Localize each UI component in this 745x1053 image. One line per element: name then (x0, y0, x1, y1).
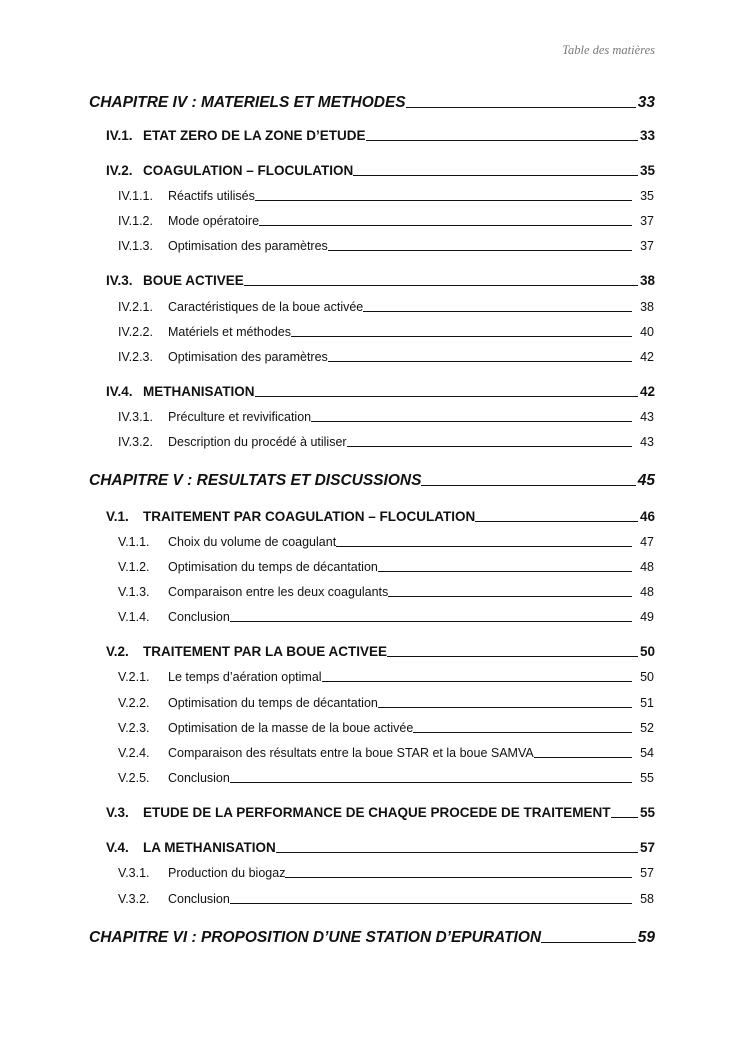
toc-entry-sub[interactable] (118, 410, 654, 424)
entry-title: Mode opératoire (168, 214, 260, 228)
leader-line (387, 656, 638, 657)
page-number: 59 (637, 929, 655, 946)
page-number: 37 (640, 239, 654, 253)
running-header: Table des matières (562, 43, 655, 57)
entry-title: TRAITEMENT PAR COAGULATION – FLOCULATION (143, 509, 476, 524)
leader-line (328, 250, 632, 251)
entry-title: ETUDE DE LA PERFORMANCE DE CHAQUE PROCEDE DE TRAITEMENT (143, 805, 611, 820)
page-number: 40 (640, 325, 654, 339)
entry-title: Comparaison entre les deux coagulants (168, 585, 389, 599)
page-number: 50 (640, 670, 654, 684)
entry-number: IV.2.1. (118, 300, 153, 314)
leader-line (421, 485, 635, 486)
entry-title: Préculture et revivification (168, 410, 312, 424)
entry-number: V.2.2. (118, 696, 150, 710)
page-number: 49 (640, 610, 654, 624)
toc-entry-sub[interactable] (118, 696, 654, 710)
entry-number: IV.4. (106, 384, 133, 399)
entry-number: IV.2.3. (118, 350, 153, 364)
entry-title: METHANISATION (143, 384, 255, 399)
leader-line (255, 200, 632, 201)
toc-entry-section[interactable] (106, 644, 655, 659)
entry-title: Description du procédé à utiliser (168, 435, 347, 449)
entry-number: IV.2.2. (118, 325, 153, 339)
entry-title: COAGULATION – FLOCULATION (143, 163, 354, 178)
entry-title: Le temps d’aération optimal (168, 670, 322, 684)
toc-entry-sub[interactable] (118, 350, 654, 364)
toc-entry-sub[interactable] (118, 435, 654, 449)
entry-number: V.1.4. (118, 610, 150, 624)
entry-number: IV.1.3. (118, 239, 153, 253)
leader-line (611, 817, 638, 818)
toc-entry-sub[interactable] (118, 670, 654, 684)
toc-entry-section[interactable] (106, 840, 655, 855)
entry-number: IV.2. (106, 163, 133, 178)
leader-line (347, 446, 632, 447)
toc-entry-sub[interactable] (118, 214, 654, 228)
toc-entry-sub[interactable] (118, 610, 654, 624)
page-number: 37 (640, 214, 654, 228)
page-number: 43 (640, 435, 654, 449)
entry-title: Conclusion (168, 771, 230, 785)
page-number: 55 (639, 805, 655, 820)
entry-title: Optimisation du temps de décantation (168, 560, 378, 574)
entry-title: Réactifs utilisés (168, 189, 255, 203)
leader-line (534, 757, 632, 758)
toc-entry-sub[interactable] (118, 239, 654, 253)
toc-entry-chapter[interactable] (89, 94, 655, 112)
page-number: 55 (640, 771, 654, 785)
page-number: 43 (640, 410, 654, 424)
page-number: 57 (639, 840, 655, 855)
page-number: 47 (640, 535, 654, 549)
page-number: 48 (640, 560, 654, 574)
entry-title: BOUE ACTIVEE (143, 273, 244, 288)
entry-number: V.3.1. (118, 866, 150, 880)
entry-number: V.2. (106, 644, 129, 659)
entry-number: V.2.5. (118, 771, 150, 785)
leader-line (230, 903, 632, 904)
leader-line (413, 732, 632, 733)
leader-line (230, 782, 632, 783)
entry-number: IV.3.2. (118, 435, 153, 449)
leader-line (388, 596, 632, 597)
leader-line (363, 311, 632, 312)
page-number: 46 (639, 509, 655, 524)
leader-line (291, 336, 632, 337)
page-number: 45 (637, 472, 655, 489)
entry-number: V.2.3. (118, 721, 150, 735)
page-number: 52 (640, 721, 654, 735)
leader-line (328, 361, 632, 362)
page-number: 57 (640, 866, 654, 880)
entry-number: IV.1.1. (118, 189, 153, 203)
entry-title: Comparaison des résultats entre la boue STAR et la boue SAMVA (168, 746, 534, 760)
leader-line (366, 140, 638, 141)
entry-title: Optimisation des paramètres (168, 239, 328, 253)
leader-line (230, 621, 632, 622)
entry-number: IV.3.1. (118, 410, 153, 424)
toc-entry-sub[interactable] (118, 746, 654, 760)
leader-line (406, 107, 636, 108)
entry-title: ETAT ZERO DE LA ZONE D’ETUDE (143, 128, 366, 143)
entry-title: TRAITEMENT PAR LA BOUE ACTIVEE (143, 644, 388, 659)
leader-line (244, 285, 638, 286)
entry-number: V.2.1. (118, 670, 150, 684)
page-number: 38 (639, 273, 655, 288)
entry-number: V.3.2. (118, 892, 150, 906)
leader-line (541, 942, 636, 943)
page-number: 33 (639, 128, 655, 143)
leader-line (378, 707, 632, 708)
entry-title: CHAPITRE VI : PROPOSITION D’UNE STATION D’EPURATION (89, 929, 542, 946)
toc-entry-sub[interactable] (118, 866, 654, 880)
entry-title: Conclusion (168, 610, 230, 624)
page-number: 48 (640, 585, 654, 599)
toc-entry-sub[interactable] (118, 585, 654, 599)
page-number: 42 (640, 350, 654, 364)
page-number: 51 (640, 696, 654, 710)
toc-entry-sub[interactable] (118, 892, 654, 906)
leader-line (378, 571, 632, 572)
toc-entry-sub[interactable] (118, 560, 654, 574)
entry-title: LA METHANISATION (143, 840, 276, 855)
entry-title: Production du biogaz (168, 866, 286, 880)
toc-entry-section[interactable] (106, 384, 655, 399)
leader-line (285, 877, 632, 878)
entry-number: IV.1.2. (118, 214, 153, 228)
page-number: 54 (640, 746, 654, 760)
entry-number: IV.1. (106, 128, 133, 143)
entry-number: V.2.4. (118, 746, 150, 760)
page-number: 50 (639, 644, 655, 659)
leader-line (255, 396, 638, 397)
page-number: 58 (640, 892, 654, 906)
toc-entry-section[interactable] (106, 805, 655, 820)
toc-entry-sub[interactable] (118, 771, 654, 785)
page-number: 42 (639, 384, 655, 399)
leader-line (311, 421, 632, 422)
page-number: 35 (639, 163, 655, 178)
page-number: 38 (640, 300, 654, 314)
leader-line (475, 521, 638, 522)
toc-entry-sub[interactable] (118, 325, 654, 339)
leader-line (353, 175, 638, 176)
page-number: 33 (637, 94, 655, 111)
leader-line (322, 681, 632, 682)
entry-number: IV.3. (106, 273, 133, 288)
entry-title: Conclusion (168, 892, 230, 906)
entry-number: V.3. (106, 805, 129, 820)
entry-number: V.1.2. (118, 560, 150, 574)
toc-entry-section[interactable] (106, 509, 655, 524)
page-number: 35 (640, 189, 654, 203)
entry-title: CHAPITRE V : RESULTATS ET DISCUSSIONS (89, 472, 422, 489)
entry-title: Matériels et méthodes (168, 325, 291, 339)
toc-entry-chapter[interactable] (89, 929, 655, 947)
entry-title: Optimisation de la masse de la boue activée (168, 721, 414, 735)
toc-entry-sub[interactable] (118, 189, 654, 203)
leader-line (336, 546, 632, 547)
leader-line (276, 852, 638, 853)
toc-entry-sub[interactable] (118, 535, 654, 549)
entry-title: CHAPITRE IV : MATERIELS ET METHODES (89, 94, 406, 111)
entry-number: V.4. (106, 840, 129, 855)
entry-title: Optimisation du temps de décantation (168, 696, 378, 710)
toc-entry-chapter[interactable] (89, 472, 655, 490)
toc-entry-section[interactable] (106, 163, 655, 178)
leader-line (259, 225, 632, 226)
entry-title: Optimisation des paramètres (168, 350, 328, 364)
entry-number: V.1.1. (118, 535, 150, 549)
toc-entry-sub[interactable] (118, 721, 654, 735)
entry-number: V.1. (106, 509, 129, 524)
toc-entry-sub[interactable] (118, 300, 654, 314)
entry-number: V.1.3. (118, 585, 150, 599)
toc-entry-section[interactable] (106, 128, 655, 143)
toc-entry-section[interactable] (106, 273, 655, 288)
entry-title: Caractéristiques de la boue activée (168, 300, 364, 314)
entry-title: Choix du volume de coagulant (168, 535, 337, 549)
